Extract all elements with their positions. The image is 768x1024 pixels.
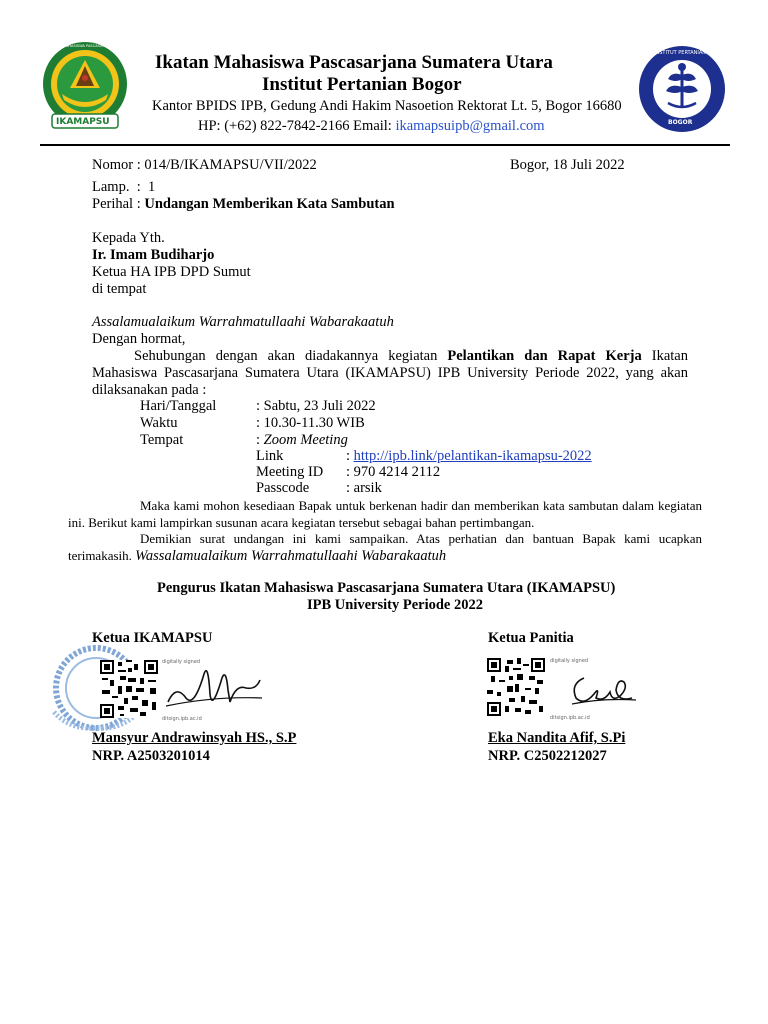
- right-signer-role: Ketua Panitia: [488, 630, 574, 646]
- left-signer-role: Ketua IKAMAPSU: [92, 630, 213, 646]
- right-digital-sign-id: ditsign.ipb.ac.id: [550, 715, 590, 721]
- email-link[interactable]: ikamapsuipb@gmail.com: [395, 118, 545, 134]
- para1-pre: Sehubungan dengan akan diadakannya kegiatan: [134, 348, 448, 364]
- link-colon: :: [346, 448, 354, 464]
- para1-post: Ikatan Mahasiswa Pascasarjana Sumatera Utara (IKAMAPSU) IPB University Periode 2022, yang akan dilaksanakan pada :: [92, 348, 688, 398]
- left-digital-sign-id: ditsign.ipb.ac.id: [162, 716, 202, 722]
- paragraph-3: [68, 530, 702, 565]
- letter-number: Nomor : 014/B/IKAMAPSU/VII/2022: [92, 157, 317, 173]
- detail-passcode-value: : arsik: [346, 480, 382, 496]
- detail-waktu-value: : 10.30-11.30 WIB: [256, 415, 365, 431]
- tempat-zoom: Zoom Meeting: [263, 432, 348, 448]
- paragraph-1: [92, 348, 688, 399]
- right-qr-code: [487, 658, 545, 716]
- closing-salam: Wassalamualaikum Warrahmatullaahi Wabarakaatuh: [135, 548, 447, 564]
- detail-meeting-label: Meeting ID: [256, 464, 324, 480]
- left-logo-label: IKAMAPSU: [56, 117, 110, 127]
- detail-link-value: [346, 448, 592, 465]
- subject-value: Undangan Memberikan Kata Sambutan: [144, 196, 395, 212]
- opening-salam: Assalamualaikum Warrahmatullaahi Wabarakaatuh: [92, 314, 394, 330]
- detail-passcode-label: Passcode: [256, 480, 310, 496]
- left-signer-name: Mansyur Andrawinsyah HS., S.P: [92, 730, 297, 746]
- right-signer-name: Eka Nandita Afif, S.Pi: [488, 730, 626, 746]
- left-signature: [164, 654, 264, 722]
- recipient-name: Ir. Imam Budiharjo: [92, 247, 215, 263]
- org-name-line1: Ikatan Mahasiswa Pascasarjana Sumatera Utara: [155, 52, 553, 73]
- detail-meeting-value: : 970 4214 2112: [346, 464, 441, 480]
- org-name-line2: Institut Pertanian Bogor: [262, 74, 462, 95]
- zoom-link[interactable]: http://ipb.link/pelantikan-ikamapsu-2022: [353, 448, 592, 464]
- recipient-greeting: Kepada Yth.: [92, 230, 165, 246]
- right-signer-nrp: NRP. C2502212027: [488, 748, 607, 764]
- left-signer-nrp: NRP. A2503201014: [92, 748, 210, 764]
- contact-phone: HP: (+62) 822-7842-2166 Email:: [198, 118, 396, 134]
- letter-subject: [92, 196, 395, 213]
- right-logo-bottom-text: BOGOR: [668, 119, 693, 126]
- board-title-line2: IPB University Periode 2022: [307, 597, 483, 613]
- detail-waktu-label: Waktu: [140, 415, 178, 431]
- para1-bold: Pelantikan dan Rapat Kerja: [447, 348, 642, 364]
- org-contact: [198, 118, 545, 135]
- detail-link-label: Link: [256, 448, 284, 464]
- recipient-title: Ketua HA IPB DPD Sumut: [92, 264, 251, 280]
- letter-attachment: Lamp. : 1: [92, 179, 156, 195]
- right-digitally-signed: digitally signed: [550, 658, 589, 664]
- detail-hari-value: : Sabtu, 23 Juli 2022: [256, 398, 376, 414]
- right-signature: [566, 668, 640, 712]
- letter-date: Bogor, 18 Juli 2022: [510, 157, 625, 173]
- left-qr-code: [100, 660, 158, 718]
- header-divider: [40, 144, 730, 146]
- paragraph-2: Maka kami mohon kesediaan Bapak untuk berkenan hadir dan memberikan kata sambutan dalam kegiatan ini. Berikut kami lampirkan susunan acara kegiatan tersebut sebagai bahan pertimbangan.: [68, 498, 702, 530]
- recipient-place: di tempat: [92, 281, 147, 297]
- org-address: Kantor BPIDS IPB, Gedung Andi Hakim Nasoetion Rektorat Lt. 5, Bogor 16680: [152, 98, 622, 114]
- board-title-line1: Pengurus Ikatan Mahasiswa Pascasarjana Sumatera Utara (IKAMAPSU): [157, 580, 616, 596]
- left-logo-ring-text: IKATAN MAHASISWA PASCASARJANA: [49, 44, 114, 48]
- subject-label: Perihal :: [92, 196, 145, 212]
- detail-hari-label: Hari/Tanggal: [140, 398, 217, 414]
- detail-tempat-label: Tempat: [140, 432, 184, 448]
- tempat-colon: :: [256, 432, 264, 448]
- detail-tempat-value: [256, 432, 348, 449]
- opening-hormat: Dengan hormat,: [92, 331, 186, 347]
- right-logo-ring-text: INSTITUT PERTANIAN: [654, 50, 707, 56]
- left-digitally-signed: digitally signed: [162, 659, 201, 665]
- para3-text: Demikian surat undangan ini kami sampaikan. Atas perhatian dan bantuan Bapak kami ucapkan terimakasih.: [68, 531, 702, 563]
